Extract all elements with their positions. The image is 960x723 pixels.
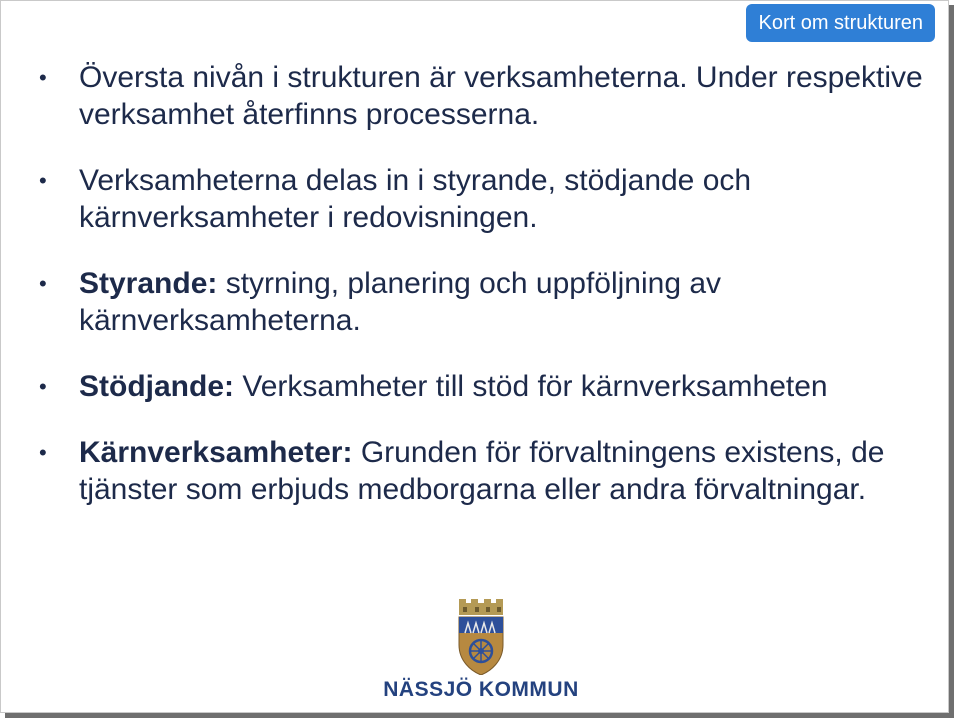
bullet-item [39, 162, 929, 236]
slide-title-badge: Kort om strukturen [746, 4, 935, 42]
bullet-item [39, 368, 929, 405]
bullet-term: Kärnverksamheter: [79, 436, 353, 469]
bullet-term: Styrande: [79, 267, 218, 300]
bullet-text: Översta nivån i strukturen är verksamheterna. Under respektive verksamhet återfinns processerna. [79, 61, 923, 131]
bullet-list [39, 59, 929, 537]
municipality-logo [381, 599, 581, 709]
bullet-item [39, 265, 929, 339]
bullet-text: Verksamheter till stöd för kärnverksamheten [234, 370, 828, 403]
bullet-text: Grunden för förvaltningens existens, de tjänster som erbjuds medborgarna eller andra förvaltningar. [79, 436, 885, 506]
coat-of-arms-icon [453, 599, 509, 675]
logo-wordmark: NÄSSJÖ KOMMUN [383, 678, 579, 701]
bullet-term: Stödjande: [79, 370, 234, 403]
bullet-item [39, 59, 929, 133]
bullet-text: Verksamheterna delas in i styrande, stödjande och kärnverksamheter i redovisningen. [79, 164, 752, 234]
bullet-item [39, 434, 929, 508]
bullet-text: styrning, planering och uppföljning av kärnverksamheterna. [79, 267, 722, 337]
